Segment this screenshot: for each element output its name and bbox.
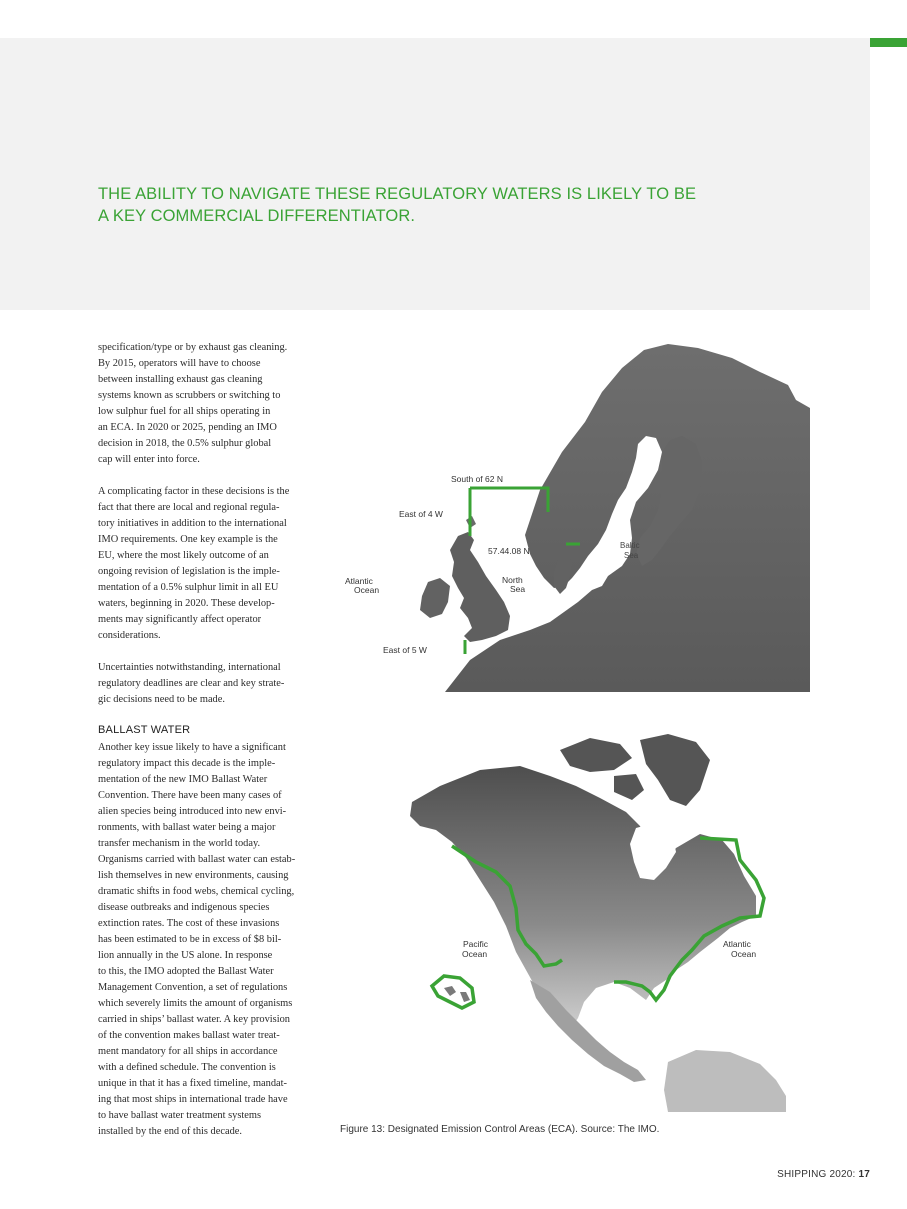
label-pacific: Pacific bbox=[463, 939, 489, 949]
text-line: alien species being introduced into new envi- bbox=[98, 806, 287, 817]
label-atlantic: Atlantic bbox=[723, 939, 751, 949]
text-line: considerations. bbox=[98, 630, 161, 641]
text-line: an ECA. In 2020 or 2025, pending an IMO bbox=[98, 422, 277, 433]
label-57-44-08n: 57.44.08 N bbox=[488, 546, 530, 556]
pull-quote-banner bbox=[0, 38, 870, 310]
north-america-landmass bbox=[410, 766, 756, 1030]
section-title: BALLAST WATER bbox=[98, 724, 191, 736]
publication-title: SHIPPING 2020: bbox=[777, 1169, 856, 1180]
paragraph-4 bbox=[98, 740, 328, 1140]
figure-caption: Figure 13: Designated Emission Control Areas (ECA). Source: The IMO. bbox=[340, 1124, 660, 1135]
text-line: has been estimated to be in excess of $8 bil- bbox=[98, 934, 282, 945]
text-line: fact that there are local and regional regula- bbox=[98, 502, 280, 513]
text-line: disease outbreaks and indigenous species bbox=[98, 902, 270, 913]
text-line: EU, where the most likely outcome of an bbox=[98, 550, 269, 561]
pull-quote-line-1: THE ABILITY TO NAVIGATE THESE REGULATORY WATERS IS LIKELY TO BE bbox=[98, 185, 697, 203]
text-line: of the convention makes ballast water treat- bbox=[98, 1030, 280, 1041]
text-line: Convention. There have been many cases of bbox=[98, 790, 282, 801]
text-line: decision in 2018, the 0.5% sulphur global bbox=[98, 438, 272, 449]
label-atlantic-ocean: Ocean bbox=[731, 949, 757, 959]
text-line: dramatic shifts in food webs, chemical cycling, bbox=[98, 886, 295, 897]
page-number: 17 bbox=[858, 1169, 870, 1180]
label-south-of-62n: South of 62 N bbox=[451, 474, 503, 484]
scandinavia-landmass bbox=[445, 344, 810, 692]
text-line: low sulphur fuel for all ships operating in bbox=[98, 406, 271, 417]
text-line: between installing exhaust gas cleaning bbox=[98, 374, 263, 385]
text-line: transfer mechanism in the world today. bbox=[98, 838, 261, 849]
text-line: IMO requirements. One key example is the bbox=[98, 534, 278, 545]
label-atlantic: Atlantic bbox=[345, 576, 373, 586]
label-baltic: Baltic bbox=[620, 541, 640, 550]
text-line: A complicating factor in these decisions is the bbox=[98, 486, 290, 497]
text-line: lish themselves in new environments, causing bbox=[98, 870, 289, 881]
text-line: Organisms carried with ballast water can estab- bbox=[98, 854, 296, 865]
text-line: Another key issue likely to have a significant bbox=[98, 742, 286, 753]
text-line: to have ballast water treatment systems bbox=[98, 1110, 262, 1121]
text-line: regulatory impact this decade is the imple- bbox=[98, 758, 276, 769]
accent-bar bbox=[870, 38, 907, 47]
label-pacific-ocean: Ocean bbox=[462, 949, 488, 959]
text-line: which severely limits the amount of organisms bbox=[98, 998, 293, 1009]
paragraph-3 bbox=[98, 660, 328, 708]
paragraph-2 bbox=[98, 484, 328, 644]
europe-eca-map bbox=[340, 340, 810, 692]
text-line: Management Convention, a set of regulations bbox=[98, 982, 288, 993]
label-north-sea: Sea bbox=[510, 584, 526, 594]
text-line: ongoing revision of legislation is the imple- bbox=[98, 566, 280, 577]
text-line: mentation of a 0.5% sulphur limit in all EU bbox=[98, 582, 279, 593]
text-line: Uncertainties notwithstanding, international bbox=[98, 662, 281, 673]
text-line: systems known as scrubbers or switching to bbox=[98, 390, 281, 401]
text-line: tory initiatives in addition to the international bbox=[98, 518, 287, 529]
paragraph-1 bbox=[98, 340, 328, 468]
text-line: extinction rates. The cost of these invasions bbox=[98, 918, 280, 929]
text-line: ronments, with ballast water being a major bbox=[98, 822, 276, 833]
text-line: cap will enter into force. bbox=[98, 454, 200, 465]
text-line: specification/type or by exhaust gas cleaning. bbox=[98, 342, 288, 353]
text-line: ing that most ships in international trade have bbox=[98, 1094, 288, 1105]
text-line: carried in ships’ ballast water. A key provision bbox=[98, 1014, 290, 1025]
south-america-landmass bbox=[664, 1050, 786, 1112]
page-footer bbox=[777, 1169, 870, 1180]
ireland-landmass bbox=[420, 578, 450, 618]
text-line: ments may significantly affect operator bbox=[98, 614, 262, 625]
label-north: North bbox=[502, 575, 523, 585]
label-east-of-5w: East of 5 W bbox=[383, 645, 427, 655]
pull-quote-line-2: A KEY COMMERCIAL DIFFERENTIATOR. bbox=[98, 207, 416, 225]
text-line: By 2015, operators will have to choose bbox=[98, 358, 261, 369]
text-line: gic decisions need to be made. bbox=[98, 694, 225, 705]
text-line: waters, beginning in 2020. These develop- bbox=[98, 598, 275, 609]
pull-quote bbox=[98, 183, 718, 227]
label-east-of-4w: East of 4 W bbox=[399, 509, 443, 519]
text-line: to this, the IMO adopted the Ballast Water bbox=[98, 966, 274, 977]
text-line: mentation of the new IMO Ballast Water bbox=[98, 774, 268, 785]
north-america-eca-map bbox=[400, 730, 790, 1112]
label-baltic-sea: Sea bbox=[624, 551, 639, 560]
text-line: ment mandatory for all ships in accordance bbox=[98, 1046, 278, 1057]
text-line: regulatory deadlines are clear and key strate- bbox=[98, 678, 285, 689]
text-line: installed by the end of this decade. bbox=[98, 1126, 242, 1137]
text-line: unique in that it has a fixed timeline, mandat- bbox=[98, 1078, 287, 1089]
label-atlantic-ocean: Ocean bbox=[354, 585, 380, 595]
text-line: with a defined schedule. The convention is bbox=[98, 1062, 276, 1073]
text-line: lion annually in the US alone. In response bbox=[98, 950, 273, 961]
